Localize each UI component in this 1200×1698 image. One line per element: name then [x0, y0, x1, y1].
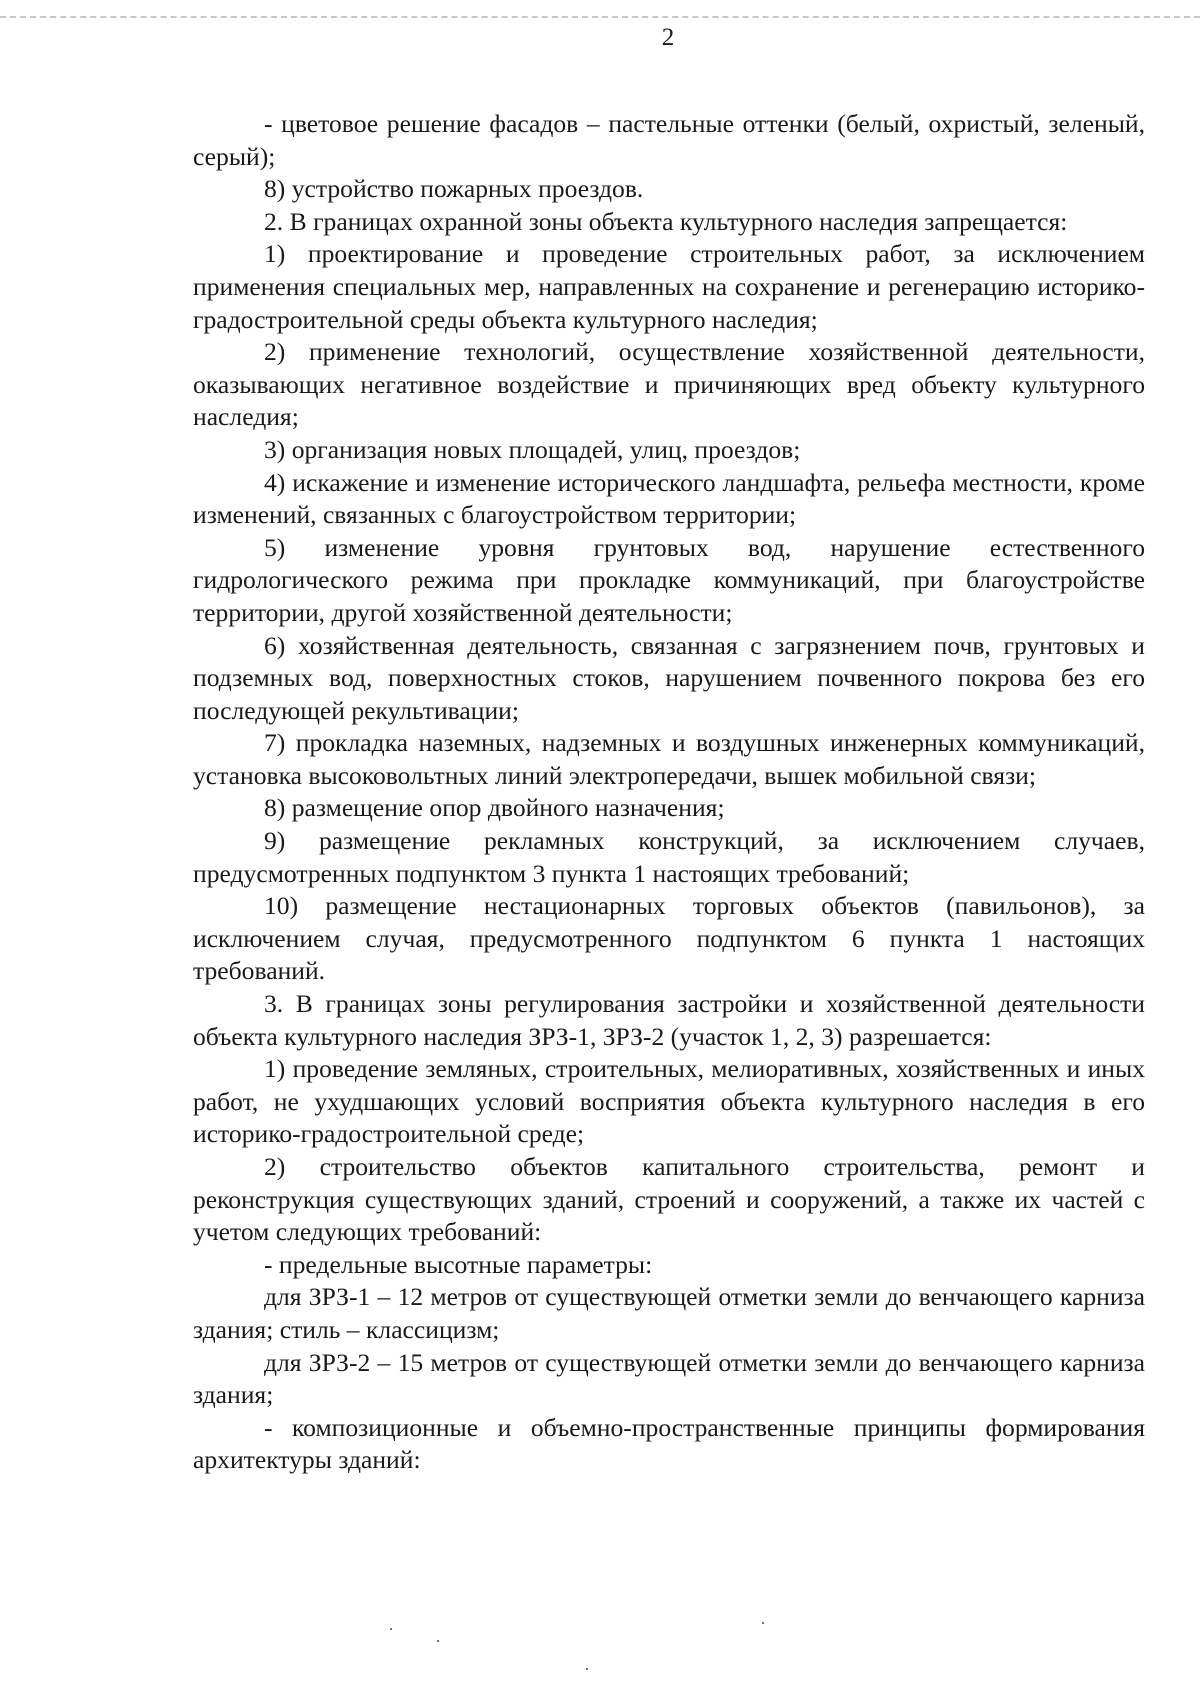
paragraph-prohibition-3: 3) организация новых площадей, улиц, проездов; — [264, 434, 801, 464]
page-number: 2 — [661, 24, 675, 51]
paragraph-prohibition-10: 10) размещение нестационарных торговых объектов (павильонов), за исключением случая, предусмотренного подпунктом 6 пункта 1 настоящих требований. — [193, 891, 1145, 986]
paragraph-composition-principles: - композиционные и объемно-пространственные принципы формирования архитектуры зданий: — [193, 1412, 1145, 1475]
paragraph-permission-1: 1) проведение земляных, строительных, мелиоративных, хозяйственных и иных работ, не ухудшающих условий восприятия объекта культурного наследия в его историко-градостроительной среде; — [193, 1054, 1145, 1149]
paragraph-prohibition-8: 8) размещение опор двойного назначения; — [264, 793, 725, 823]
paragraph-prohibition-1: 1) проектирование и проведение строительных работ, за исключением применения специальных мер, направленных на сохранение и регенерацию историко-градостроительной среды объекта культурного наследия; — [193, 239, 1145, 334]
paragraph-zrz-1: для ЗРЗ-1 – 12 метров от существующей отметки земли до венчающего карниза здания; стиль – классицизм; — [193, 1282, 1145, 1344]
paragraph-prohibition-4: 4) искажение и изменение исторического ландшафта, рельефа местности, кроме изменений, связанных с благоустройством территории; — [193, 467, 1145, 530]
paragraph-fire-passages: 8) устройство пожарных проездов. — [264, 174, 644, 204]
paragraph-height-limits: - предельные высотные параметры: — [264, 1249, 653, 1279]
paragraph-prohibition-6: 6) хозяйственная деятельность, связанная с загрязнением почв, грунтовых и подземных вод, поверхностных стоков, нарушением почвенного покрова без его последующей рекультивации; — [193, 630, 1145, 725]
paragraph-section-2-heading: 2. В границах охранной зоны объекта культурного наследия запрещается: — [264, 206, 1068, 236]
paragraph-section-3-heading: 3. В границах зоны регулирования застройки и хозяйственной деятельности объекта культурного наследия ЗРЗ-1, ЗРЗ-2 (участок 1, 2, 3) разрешается: — [193, 989, 1145, 1051]
scan-edge-artifact — [0, 16, 1200, 18]
paragraph-permission-2: 2) строительство объектов капитального строительства, ремонт и реконструкция существующих зданий, строений и сооружений, а также их частей с учетом следующих требований: — [193, 1152, 1145, 1247]
paragraph-prohibition-9: 9) размещение рекламных конструкций, за исключением случаев, предусмотренных подпунктом 3 пункта 1 настоящих требований; — [193, 826, 1145, 888]
paragraph-zrz-2: для ЗРЗ-2 – 15 метров от существующей отметки земли до венчающего карниза здания; — [193, 1347, 1145, 1410]
scan-speck — [390, 1628, 392, 1630]
paragraph-facade-color: - цветовое решение фасадов – пастельные оттенки (белый, охристый, зеленый, серый); — [193, 109, 1145, 171]
paragraph-prohibition-5: 5) изменение уровня грунтовых вод, нарушение естественного гидрологического режима при прокладке коммуникаций, при благоустройстве территории, другой хозяйственной деятельности; — [193, 532, 1145, 627]
scan-speck — [586, 1668, 588, 1670]
paragraph-prohibition-7: 7) прокладка наземных, надземных и воздушных инженерных коммуникаций, установка высоковольтных линий электропередачи, вышек мобильной связи; — [193, 728, 1145, 790]
scan-speck — [762, 1622, 764, 1624]
document-body — [193, 108, 1145, 1477]
paragraph-prohibition-2: 2) применение технологий, осуществление хозяйственной деятельности, оказывающих негативное воздействие и причиняющих вред объекту культурного наследия; — [193, 337, 1145, 432]
scan-speck — [437, 1640, 439, 1642]
